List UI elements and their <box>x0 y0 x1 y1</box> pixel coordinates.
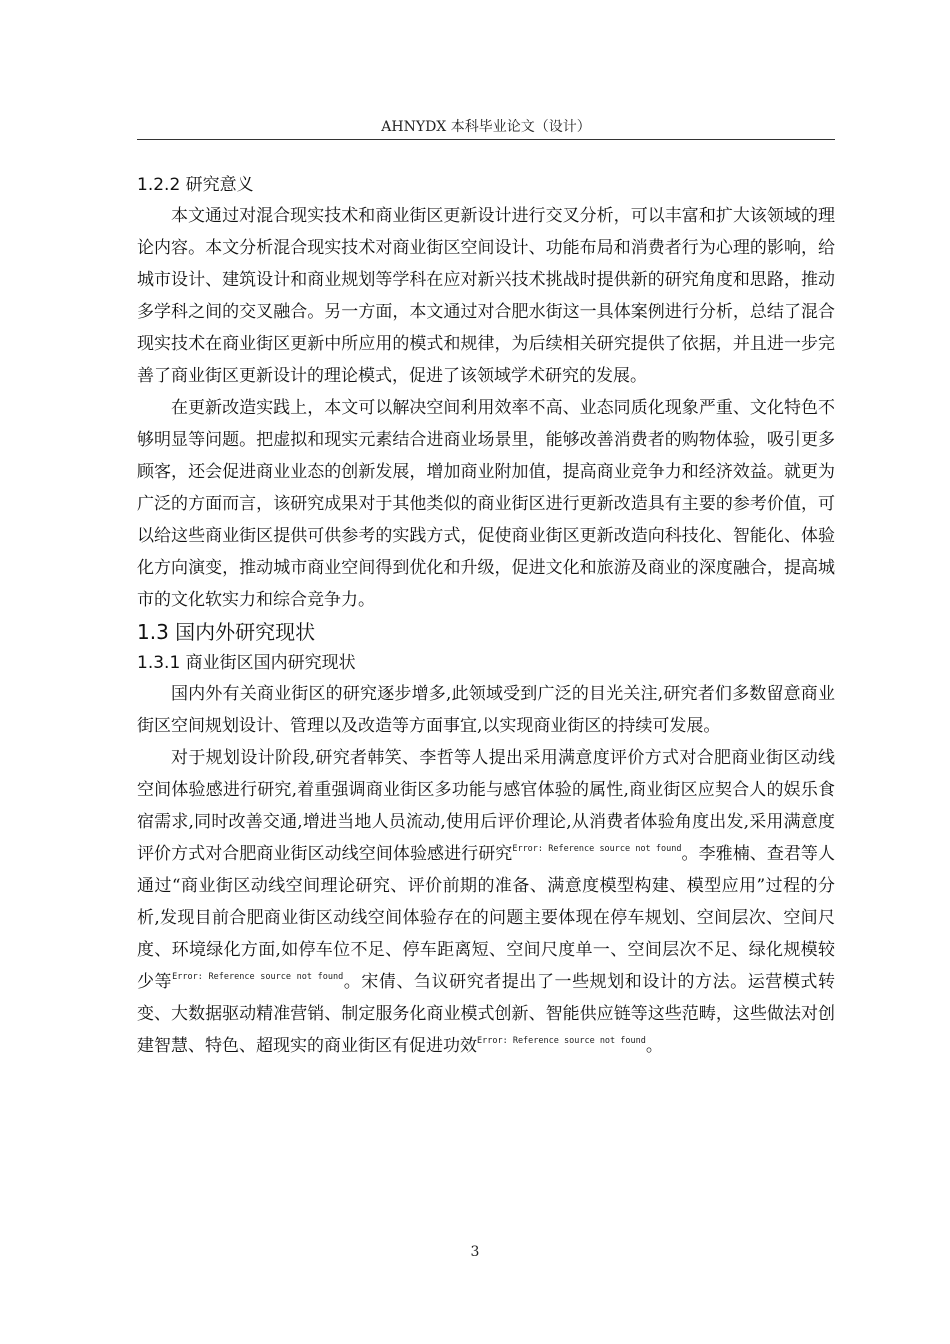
paragraph-domestic-research-2 <box>137 742 835 1062</box>
page-number: 3 <box>470 1244 480 1260</box>
text-run: 对于规划设计阶段,研究者韩笑、李哲等人提出采用满意度评价方式对合肥商业街区动线空间体验感进行研究,着重强调商业街区多功能与感官体验的属性,商业街区应契合人的娱乐食宿需求,同时改善交通,增进当地人员流动,使用后评价理论,从消费者体验角度出发,采用满意度评价方式对合肥商业街区动线空间体验感进行研究 <box>137 748 835 864</box>
paragraph-research-significance-1: 本文通过对混合现实技术和商业街区更新设计进行交叉分析，可以丰富和扩大该领域的理论内容。本文分析混合现实技术对商业街区空间设计、功能布局和消费者行为心理的影响，给城市设计、建筑设计和商业规划等学科在应对新兴技术挑战时提供新的研究角度和思路，推动多学科之间的交叉融合。另一方面，本文通过对合肥水街这一具体案例进行分析，总结了混合现实技术在商业街区更新中所应用的模式和规律，为后续相关研究提供了依据，并且进一步完善了商业街区更新设计的理论模式，促进了该领域学术研究的发展。 <box>137 206 835 386</box>
reference-error-1: Error: Reference source not found <box>512 844 682 854</box>
running-header: AHNYDX 本科毕业论文（设计） <box>381 119 591 135</box>
reference-error-3: Error: Reference source not found <box>477 1036 646 1046</box>
paragraph-domestic-research-1: 国内外有关商业街区的研究逐步增多,此领域受到广泛的目光关注,研究者们多数留意商业街区空间规划设计、管理以及改造等方面事宜,以实现商业街区的持续可发展。 <box>137 684 835 736</box>
text-run: 。 <box>645 1036 663 1056</box>
heading-1-2-2: 1.2.2 研究意义 <box>137 175 254 195</box>
paragraph-research-significance-2: 在更新改造实践上，本文可以解决空间利用效率不高、业态同质化现象严重、文化特色不够明显等问题。把虚拟和现实元素结合进商业场景里，能够改善消费者的购物体验，吸引更多顾客，还会促进商业业态的创新发展，增加商业附加值，提高商业竞争力和经济效益。就更为广泛的方面而言，该研究成果对于其他类似的商业街区进行更新改造具有主要的参考价值，可以给这些商业街区提供可供参考的实践方式，促使商业街区更新改造向科技化、智能化、体验化方向演变，推动城市商业空间得到优化和升级，促进文化和旅游及商业的深度融合，提高城市的文化软实力和综合竞争力。 <box>137 398 835 610</box>
header-rule <box>137 139 835 140</box>
reference-error-2: Error: Reference source not found <box>172 972 344 982</box>
page-body <box>137 170 835 1062</box>
text-run: 。宋倩、刍议研究者提出了一些规划和设计的方法。运营模式转变、大数据驱动精准营销、制定服务化商业模式创新、智能供应链等这些范畴，这些做法对创建智慧、特色、超现实的商业街区有促进功效 <box>137 972 835 1056</box>
text-run: 。李雅楠、查君等人通过“商业街区动线空间理论研究、评价前期的准备、满意度模型构建、模型应用”过程的分析,发现目前合肥商业街区动线空间体验存在的问题主要体现在停车规划、空间层次、空间尺度、环境绿化方面,如停车位不足、停车距离短、空间尺度单一、空间层次不足、绿化规模较少等 <box>137 844 835 992</box>
heading-1-3-1: 1.3.1 商业街区国内研究现状 <box>137 653 356 673</box>
heading-1-3: 1.3 国内外研究现状 <box>137 620 316 644</box>
